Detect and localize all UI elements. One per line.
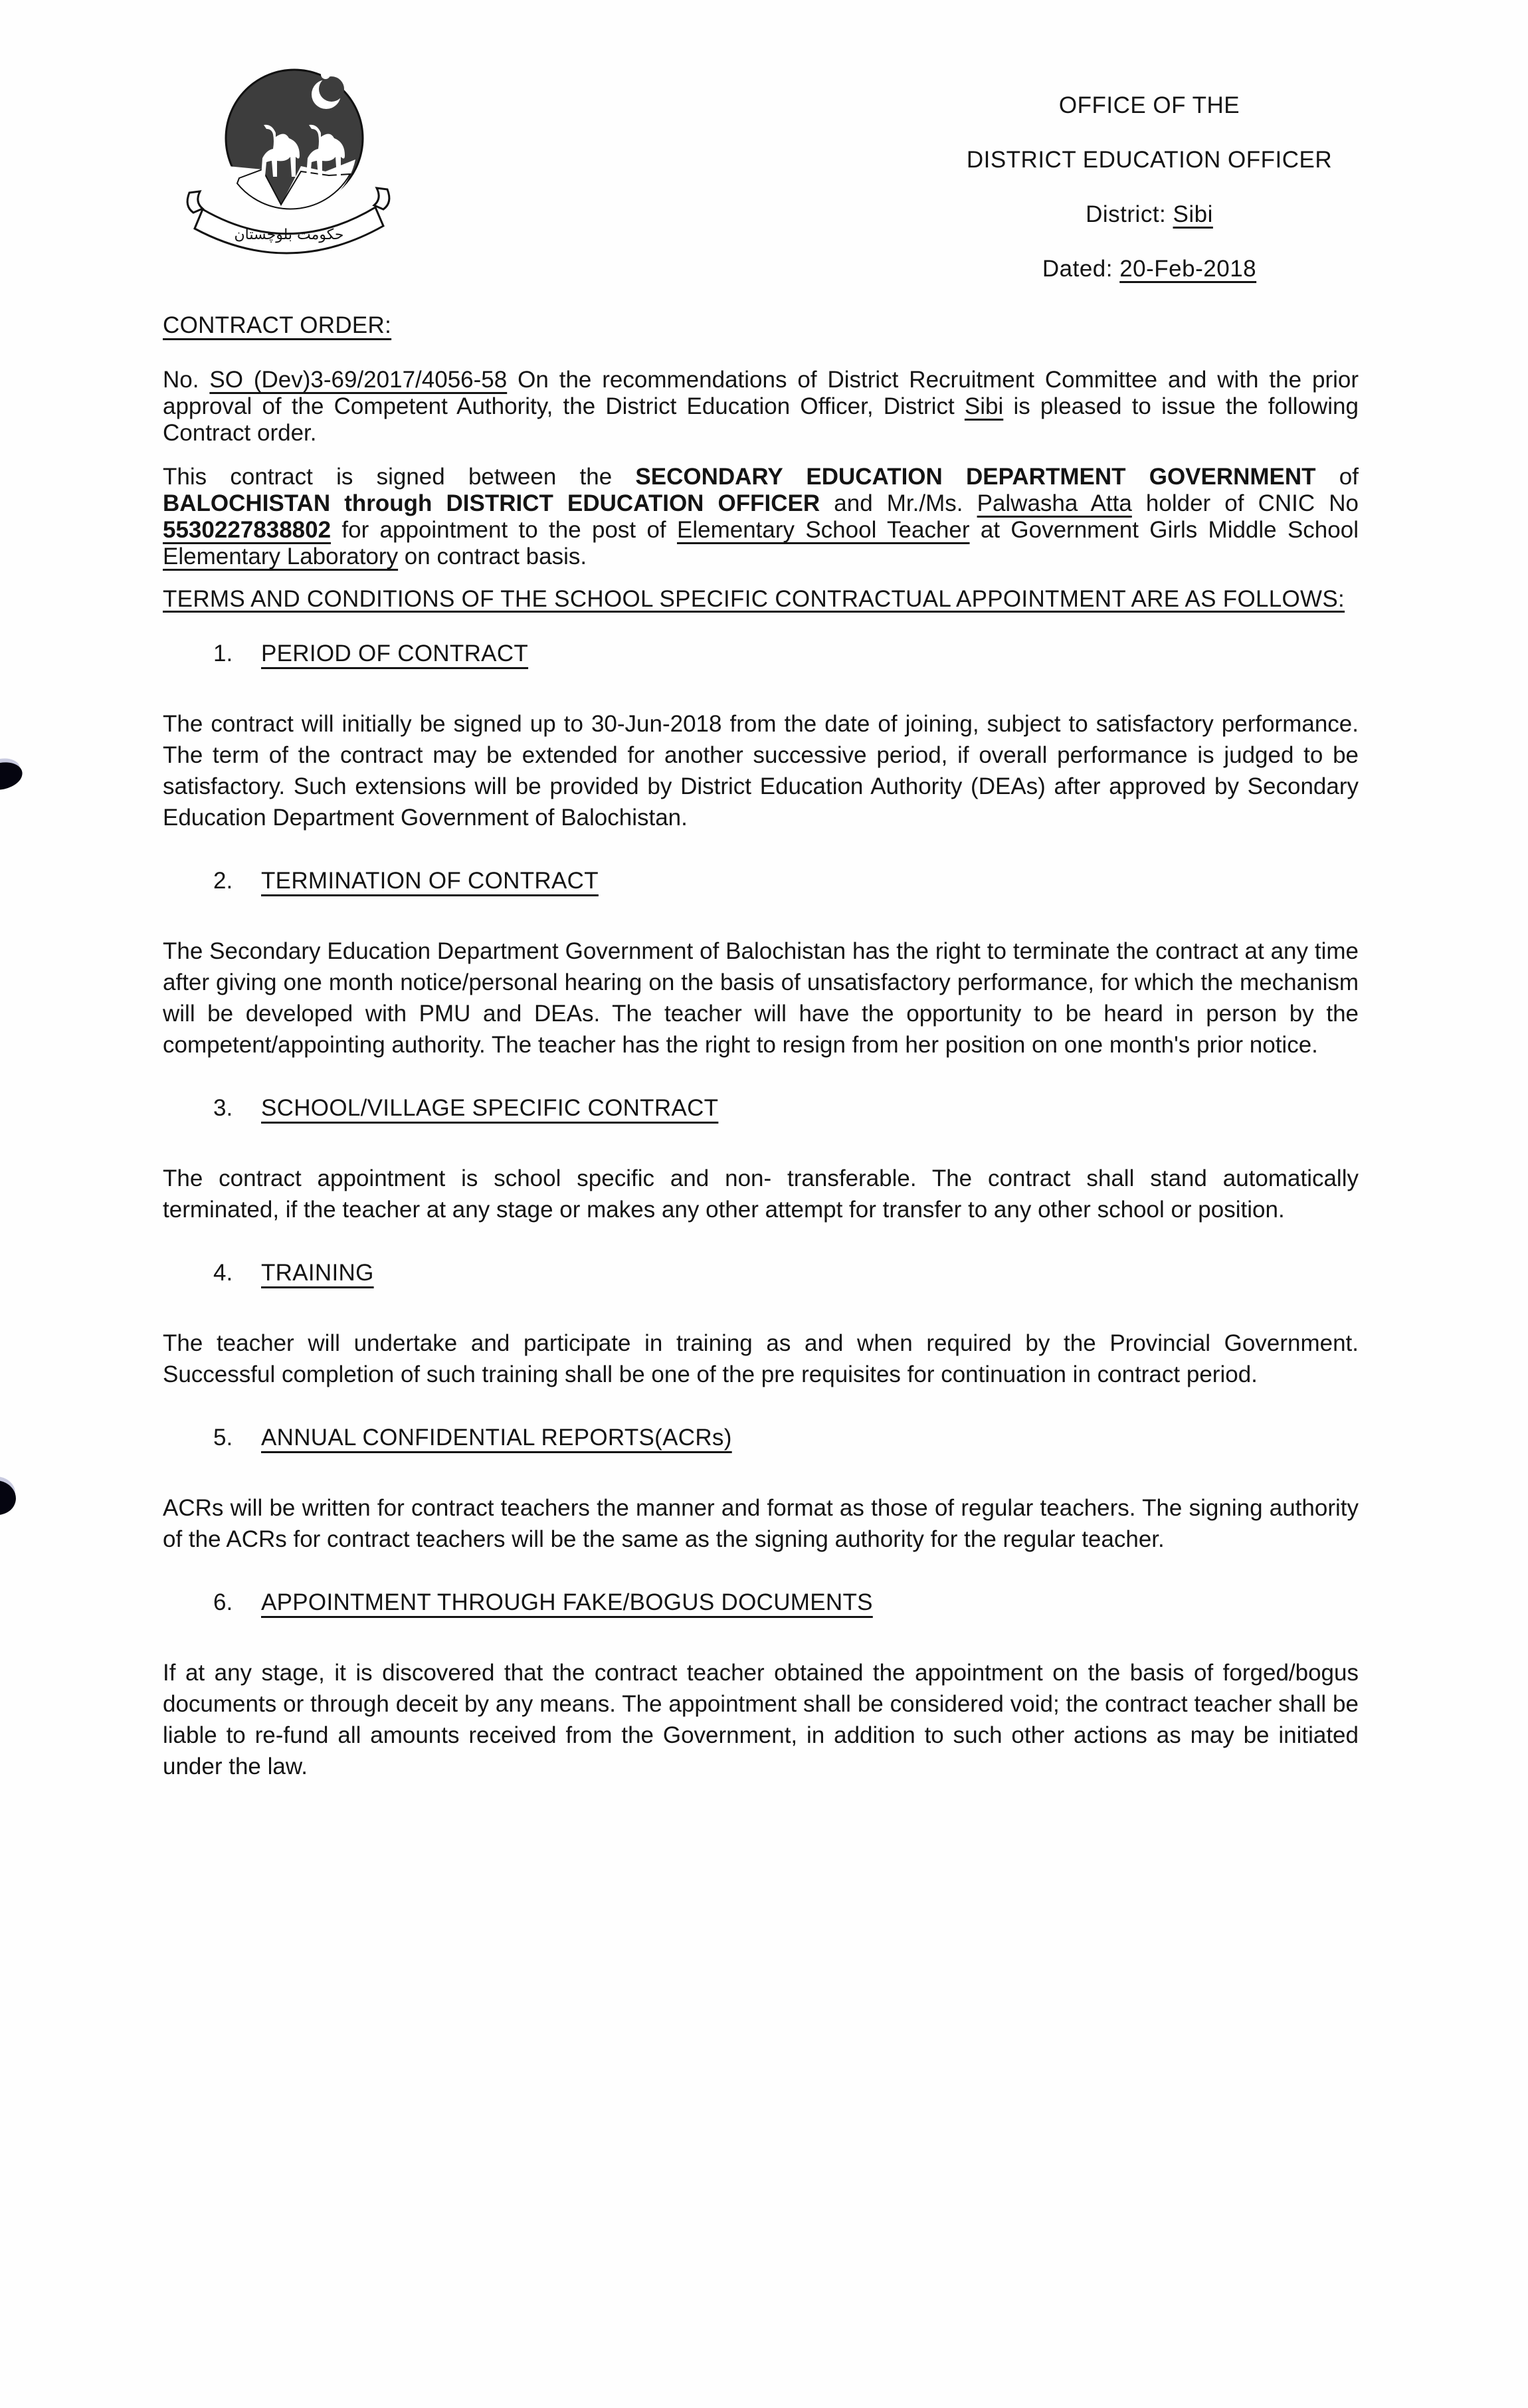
office-line-2: DISTRICT EDUCATION OFFICER [966, 147, 1333, 173]
office-header [917, 78, 1382, 296]
district-label: District: [1086, 201, 1167, 227]
parties-text: for appointment to the post of [331, 517, 677, 543]
section-number: 3. [213, 1095, 233, 1121]
section-termination-of-contract [163, 868, 1359, 1060]
section-title: APPOINTMENT THROUGH FAKE/BOGUS DOCUMENTS [261, 1589, 873, 1615]
parties-text: and Mr./Ms. [820, 490, 977, 516]
parties-text: This contract is signed between the [163, 464, 636, 490]
section-fake-bogus-documents [163, 1589, 1359, 1782]
parties-text: of [1315, 464, 1359, 490]
district-value: Sibi [1173, 201, 1213, 227]
order-number: SO (Dev)3-69/2017/4056-58 [209, 367, 508, 393]
section-period-of-contract [163, 641, 1359, 833]
section-number: 6. [213, 1589, 233, 1615]
section-annual-confidential-reports [163, 1425, 1359, 1555]
section-title: TRAINING [261, 1260, 374, 1286]
crest-emblem-icon [176, 60, 395, 259]
parties-text: at Government Girls Middle School [969, 517, 1359, 543]
section-number: 4. [213, 1260, 233, 1286]
document-body [163, 312, 1359, 1817]
section-title: TERMINATION OF CONTRACT [261, 868, 599, 894]
section-title: SCHOOL/VILLAGE SPECIFIC CONTRACT [261, 1095, 719, 1121]
employee-name: Palwasha Atta [977, 490, 1132, 516]
section-title: PERIOD OF CONTRACT [261, 641, 529, 666]
terms-heading: TERMS AND CONDITIONS OF THE SCHOOL SPECIFIC CONTRACTUAL APPOINTMENT ARE AS FOLLOWS: [163, 586, 1345, 612]
section-body: If at any stage, it is discovered that the contract teacher obtained the appointment on the basis of forged/bogus documents or through deceit by any means. The appointment shall be considered void; the contract teacher shall be liable to re-fund all amounts received from the Government, in addition to such other actions as may be initiated under the law. [163, 1660, 1359, 1779]
section-body: The Secondary Education Department Government of Balochistan has the right to terminate the contract at any time after giving one month notice/personal hearing on the basis of unsatisfactory performance, for which the mechanism will be developed with PMU and DEAs. The teacher will have the opportunity to be heard in person by the competent/appointing authority. The teacher has the right to resign from her position on one month's prior notice. [163, 938, 1359, 1058]
section-number: 5. [213, 1425, 233, 1451]
parties-text: on contract basis. [398, 544, 587, 569]
department-name: SECONDARY EDUCATION DEPARTMENT GOVERNMENT [635, 464, 1316, 490]
order-district: Sibi [964, 393, 1004, 419]
section-body: The teacher will undertake and participate in training as and when required by the Provincial Government. Successful completion of such training shall be one of the pre requisites for continuation in contract period. [163, 1330, 1359, 1387]
section-number: 2. [213, 868, 233, 894]
section-title: ANNUAL CONFIDENTIAL REPORTS(ACRs) [261, 1425, 732, 1451]
dated-value: 20-Feb-2018 [1119, 256, 1257, 282]
cnic-number: 5530227838802 [163, 517, 332, 543]
parties-paragraph [163, 464, 1359, 570]
section-body: The contract appointment is school specific and non- transferable. The contract shall stand automatically terminated, if the teacher at any stage or makes any other attempt for transfer to any other school or position. [163, 1165, 1359, 1223]
order-intro-text: On the recommendations of District Recruitment Committee and with the prior approval of the Competent Authority, the District Education Officer, District [163, 367, 1359, 419]
section-body: The contract will initially be signed up to 30-Jun-2018 from the date of joining, subject to satisfactory performance. The term of the contract may be extended for another successive period, if overall performance is judged to be satisfactory. Such extensions will be provided by District Education Authority (DEAs) after approved by Secondary Education Department Government of Balochistan. [163, 711, 1359, 831]
order-intro-tail: is pleased to issue the following Contract order. [163, 393, 1359, 446]
office-line-1: OFFICE OF THE [1058, 92, 1240, 118]
section-body: ACRs will be written for contract teachers the manner and format as those of regular teachers. The signing authority of the ACRs for contract teachers will be the same as the signing authority for the regular teacher. [163, 1495, 1359, 1552]
order-no-label: No. [163, 367, 199, 393]
binder-hole-mark [0, 1478, 18, 1518]
svg-text:حکومت بلوچستان: حکومت بلوچستان [234, 227, 344, 243]
section-number: 1. [213, 641, 233, 666]
order-paragraph [163, 367, 1359, 447]
section-school-village-specific [163, 1095, 1359, 1225]
date-line [917, 242, 1382, 296]
post-title: Elementary School Teacher [676, 517, 970, 543]
contract-order-heading: CONTRACT ORDER: [163, 312, 392, 338]
binder-hole-mark [0, 759, 25, 793]
terms-sections [163, 641, 1359, 1782]
parties-text: holder of CNIC No [1131, 490, 1359, 516]
dated-label: Dated: [1042, 256, 1113, 282]
section-training [163, 1260, 1359, 1390]
authority-name: BALOCHISTAN through DISTRICT EDUCATION OFFICER [163, 490, 820, 516]
district-line [917, 187, 1382, 242]
school-name: Elementary Laboratory [163, 544, 399, 569]
